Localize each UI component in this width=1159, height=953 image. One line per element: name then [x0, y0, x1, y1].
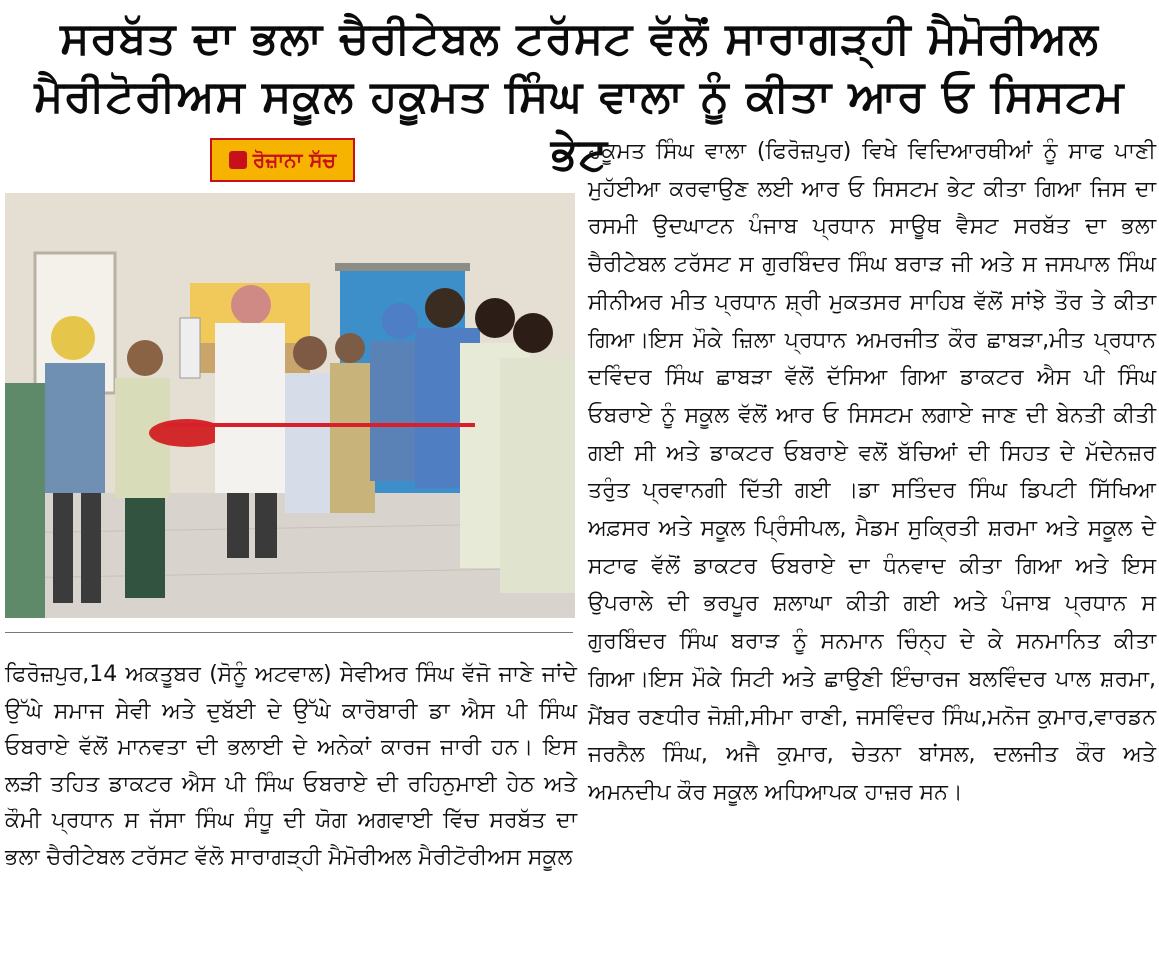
headline-line-1: ਸਰਬੱਤ ਦਾ ਭਲਾ ਚੈਰੀਟੇਬਲ ਟਰੱਸਟ ਵੱਲੋਂ ਸਾਰਾਗੜ੍ਹੀ ਮੈਮੋਰੀਅਲ: [60, 13, 1099, 64]
news-photo-illustration: [5, 193, 575, 618]
newspaper-logo-icon: [229, 151, 247, 169]
headline-line-2: ਮੈਰੀਟੋਰੀਅਸ ਸਕੂਲ ਹਕੂਮਤ ਸਿੰਘ ਵਾਲਾ ਨੂੰ ਕੀਤਾ ਆਰ ਓ ਸਿਸਟਮ ਭੇਟ: [34, 71, 1125, 180]
article-left-column: ਫਿਰੋਜ਼ਪੁਰ,14 ਅਕਤੂਬਰ (ਸੋਨੂੰ ਅਟਵਾਲ) ਸੇਵੀਅਰ ਸਿੰਘ ਵੱਜੋ ਜਾਣੇ ਜਾਂਦੇ ਉੱਘੇ ਸਮਾਜ ਸੇਵੀ ਅਤੇ ਦੁਬੱਈ ਦੇ ਉੱਘੇ ਕਾਰੋਬਾਰੀ ਡਾ ਐਸ ਪੀ ਸਿੰਘ ਓਬਰਾਏ ਵੱਲੋਂ ਮਾਨਵਤਾ ਦੀ ਭਲਾਈ ਦੇ ਅਨੇਕਾਂ ਕਾਰਜ ਜਾਰੀ ਹਨ। ਇਸ ਲੜੀ ਤਹਿਤ ਡਾਕਟਰ ਐਸ ਪੀ ਸਿੰਘ ਓਬਰਾਏ ਦੀ ਰਹਿਨੁਮਾਈ ਹੇਠ ਅਤੇ ਕੌਮੀ ਪ੍ਰਧਾਨ ਸ ਜੱਸਾ ਸਿੰਘ ਸੰਧੂ ਦੀ ਯੋਗ ਅਗਵਾਈ ਵਿੱਚ ਸਰਬੱਤ ਦਾ ਭਲਾ ਚੈਰੀਟੇਬਲ ਟਰੱਸਟ ਵੱਲੋ ਸਾਰਾਗੜ੍ਹੀ ਮੈਮੋਰੀਅਲ ਮੈਰੀਟੋਰੀਅਸ ਸਕੂਲ: [5, 662, 577, 870]
newspaper-logo: [210, 138, 355, 182]
news-photo: [5, 193, 575, 618]
newspaper-logo-text: ਰੋਜ਼ਾਨਾ ਸੱਚ: [252, 148, 337, 172]
article-right-column: ਹਕੂਮਤ ਸਿੰਘ ਵਾਲਾ (ਫਿਰੋਜ਼ਪੁਰ) ਵਿਖੇ ਵਿਦਿਆਰਥੀਆਂ ਨੂੰ ਸਾਫ ਪਾਣੀ ਮੁਹੱਈਆ ਕਰਵਾਉਣ ਲਈ ਆਰ ਓ ਸਿਸਟਮ ਭੇਟ ਕੀਤਾ ਗਿਆ ਜਿਸ ਦਾ ਰਸਮੀ ਉਦਘਾਟਨ ਪੰਜਾਬ ਪ੍ਰਧਾਨ ਸਾਊਥ ਵੈਸਟ ਸਰਬੱਤ ਦਾ ਭਲਾ ਚੈਰੀਟੇਬਲ ਟਰੱਸਟ ਸ ਗੁਰਬਿੰਦਰ ਸਿੰਘ ਬਰਾੜ ਜੀ ਅਤੇ ਸ ਜਸਪਾਲ ਸਿੰਘ ਸੀਨੀਅਰ ਮੀਤ ਪ੍ਰਧਾਨ ਸ਼੍ਰੀ ਮੁਕਤਸਰ ਸਾਹਿਬ ਵੱਲੋਂ ਸਾਂਝੇ ਤੌਰ ਤੇ ਕੀਤਾ ਗਿਆ।ਇਸ ਮੌਕੇ ਜ਼ਿਲਾ ਪ੍ਰਧਾਨ ਅਮਰਜੀਤ ਕੌਰ ਛਾਬੜਾ,ਮੀਤ ਪ੍ਰਧਾਨ ਦਵਿੰਦਰ ਸਿੰਘ ਛਾਬੜਾ ਵੱਲੋਂ ਦੱਸਿਆ ਗਿਆ ਡਾਕਟਰ ਐਸ ਪੀ ਸਿੰਘ ਓਬਰਾਏ ਨੂੰ ਸਕੂਲ ਵੱਲੋਂ ਆਰ ਓ ਸਿਸਟਮ ਲਗਾਏ ਜਾਣ ਦੀ ਬੇਨਤੀ ਕੀਤੀ ਗਈ ਸੀ ਅਤੇ ਡਾਕਟਰ ਓਬਰਾਏ ਵਲੋਂ ਬੱਚਿਆਂ ਦੀ ਸਿਹਤ ਦੇ ਮੱਦੇਨਜ਼ਰ ਤਰੁੰਤ ਪ੍ਰਵਾਨਗੀ ਦਿੱਤੀ ਗਈ ।ਡਾ ਸਤਿੰਦਰ ਸਿੰਘ ਡਿਪਟੀ ਸਿੱਖਿਆ ਅਫ਼ਸਰ ਅਤੇ ਸਕੂਲ ਪ੍ਰਿੰਸੀਪਲ, ਮੈਡਮ ਸੁਕ੍ਰਿਤੀ ਸ਼ਰਮਾ ਅਤੇ ਸਕੂਲ ਦੇ ਸਟਾਫ ਵੱਲੋਂ ਡਾਕਟਰ ਓਬਰਾਏ ਦਾ ਧੰਨਵਾਦ ਕੀਤਾ ਗਿਆ ਅਤੇ ਇਸ ਉਪਰਾਲੇ ਦੀ ਭਰਪੂਰ ਸ਼ਲਾਘਾ ਕੀਤੀ ਗਈ ਅਤੇ ਪੰਜਾਬ ਪ੍ਰਧਾਨ ਸ ਗੁਰਬਿੰਦਰ ਸਿੰਘ ਬਰਾੜ ਨੂੰ ਸਨਮਾਨ ਚਿੰਨ੍ਹ ਦੇ ਕੇ ਸਨਮਾਨਿਤ ਕੀਤਾ ਗਿਆ।ਇਸ ਮੌਕੇ ਸਿਟੀ ਅਤੇ ਛਾਉਣੀ ਇੰਚਾਰਜ ਬਲਵਿੰਦਰ ਪਾਲ ਸ਼ਰਮਾ, ਮੈਂਬਰ ਰਣਧੀਰ ਜੋਸ਼ੀ,ਸੀਮਾ ਰਾਣੀ, ਜਸਵਿੰਦਰ ਸਿੰਘ,ਮਨੋਜ ਕੁਮਾਰ,ਵਾਰਡਨ ਜਰਨੈਲ ਸਿੰਘ, ਅਜੈ ਕੁਮਾਰ, ਚੇਤਨਾ ਬਾਂਸਲ, ਦਲਜੀਤ ਕੌਰ ਅਤੇ ਅਮਨਦੀਪ ਕੌਰ ਸਕੂਲ ਅਧਿਆਪਕ ਹਾਜ਼ਰ ਸਨ।: [588, 139, 1156, 805]
column-divider: [5, 632, 573, 633]
